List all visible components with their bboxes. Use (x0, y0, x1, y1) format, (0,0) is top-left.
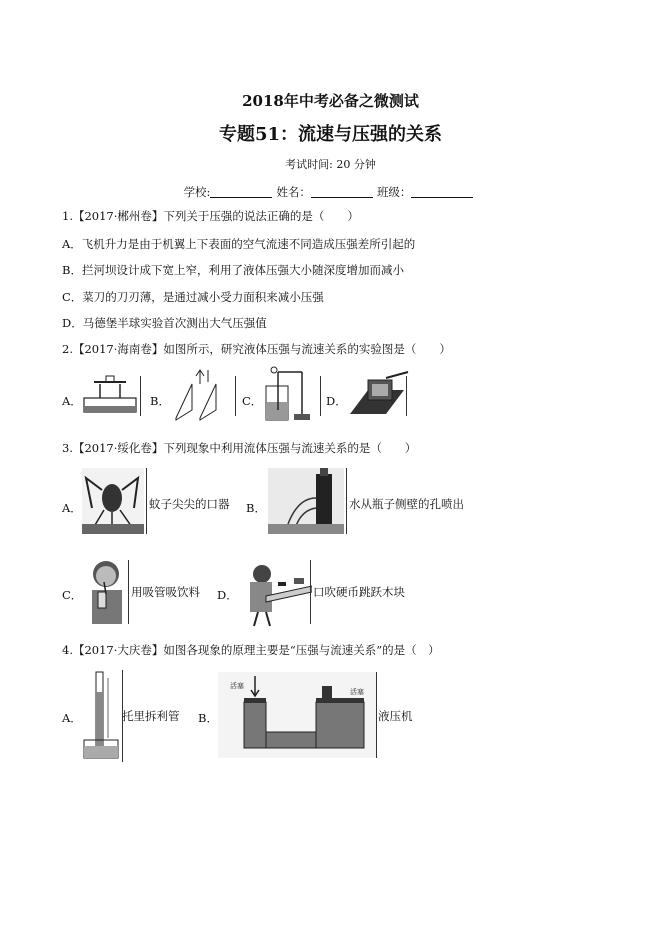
question-3-caption-c: 用吸管吸饮料 (131, 585, 200, 599)
question-1-stem: 1.【2017·郴州卷】下列关于压强的说法正确的是（ ） (62, 209, 359, 223)
page-title: 2018年中考必备之微测试 (242, 92, 419, 110)
question-3-figure-a (82, 468, 144, 534)
question-3-figure-b (268, 468, 344, 534)
question-3-label-d: D． (217, 588, 238, 602)
question-2-label-c: C． (242, 394, 263, 408)
question-3-caption-a: 蚊子尖尖的口器 (149, 497, 230, 511)
question-2-figure-a (80, 372, 140, 420)
question-2-figure-d (346, 368, 410, 420)
question-3-figure-c (84, 556, 128, 628)
question-2-label-d: D． (326, 394, 347, 408)
question-2-label-b: B． (150, 394, 170, 408)
class-blank[interactable] (411, 185, 473, 198)
question-1-option-b: B．拦河坝设计成下宽上窄，利用了液体压强大小随深度增加而减小 (62, 263, 404, 277)
page-subtitle: 专题51：流速与压强的关系 (218, 124, 443, 145)
question-4-caption-b: 液压机 (378, 709, 413, 723)
school-label: 学校: (183, 185, 211, 199)
question-4-caption-a: 托里拆利管 (122, 709, 180, 723)
question-4-stem: 4.【2017·大庆卷】如图各现象的原理主要是“压强与流速关系”的是（ ） (62, 643, 440, 657)
question-4-label-a: A． (62, 711, 82, 725)
question-2-stem: 2.【2017·海南卷】如图所示，研究液体压强与流速关系的实验图是（ ） (62, 342, 451, 356)
question-3-caption-d: 口吹硬币跳跃木块 (313, 585, 405, 599)
question-3-figure-d (236, 560, 312, 628)
question-1-option-c: C．菜刀的刀刃薄，是通过减小受力面积来减小压强 (62, 290, 324, 304)
question-3-label-a: A． (62, 501, 82, 515)
name-label: 姓名： (276, 185, 311, 199)
question-3-label-b: B． (246, 501, 266, 515)
question-4-figure-b (218, 672, 376, 758)
question-2-figure-c (258, 364, 320, 426)
name-blank[interactable] (311, 185, 373, 198)
piston-label-right: 活塞 (350, 688, 364, 696)
question-4-figure-a (80, 668, 122, 762)
student-info-fields (0, 184, 661, 200)
question-2-figure-b (170, 366, 232, 422)
question-4-label-b: B． (198, 711, 218, 725)
question-3-stem: 3.【2017·绥化卷】下列现象中利用流体压强与流速关系的是（ ） (62, 441, 417, 455)
question-3-label-c: C． (62, 588, 83, 602)
question-1-option-a: A．飞机升力是由于机翼上下表面的空气流速不同造成压强差所引起的 (62, 237, 416, 251)
piston-label-left: 活塞 (230, 682, 244, 690)
school-blank[interactable] (210, 185, 272, 198)
class-label: 班级： (376, 185, 412, 199)
question-2-label-a: A． (62, 394, 82, 408)
question-3-caption-b: 水从瓶子侧壁的孔喷出 (349, 497, 464, 511)
exam-time: 考试时间: 20 分钟 (285, 158, 376, 171)
question-1-option-d: D．马德堡半球实验首次测出大气压强值 (62, 316, 267, 330)
